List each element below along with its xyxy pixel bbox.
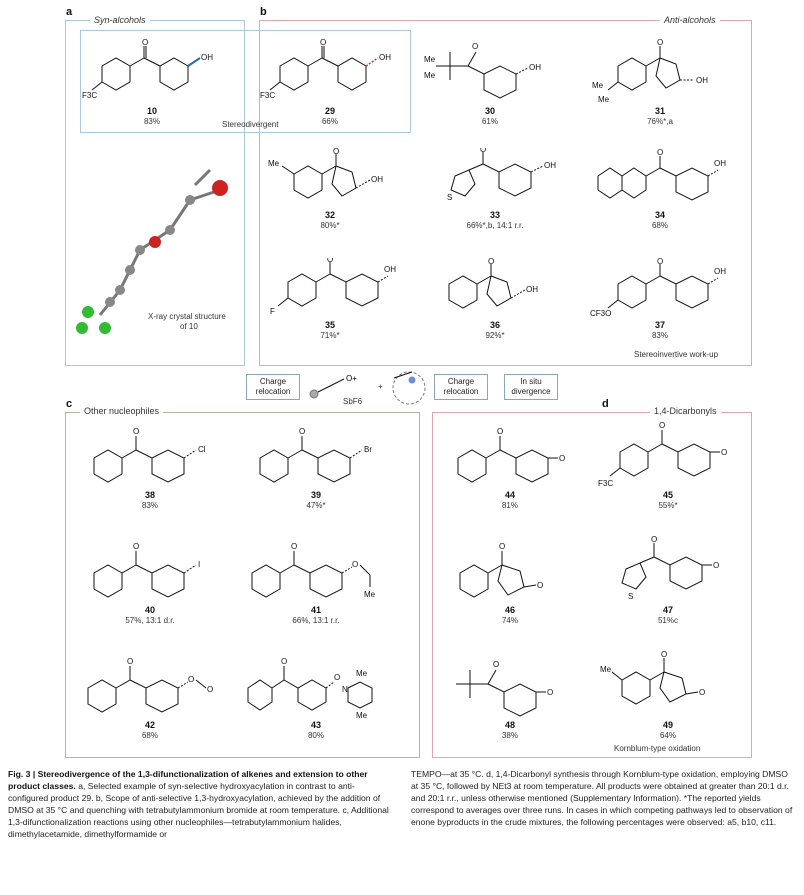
panel-a-letter: a — [66, 6, 73, 18]
compound-number: 35 — [324, 320, 335, 330]
svg-text:O: O — [499, 542, 506, 551]
svg-text:O: O — [713, 561, 720, 570]
svg-text:O: O — [334, 673, 341, 682]
panel-d-letter: d — [602, 398, 609, 410]
molecule-35 — [260, 258, 400, 320]
compound-yield: 83% — [143, 117, 160, 126]
svg-text:Me: Me — [424, 55, 436, 64]
svg-text:N: N — [342, 685, 348, 694]
compound-yield: 83% — [141, 501, 158, 510]
kornblum-label: Kornblum-type oxidation — [614, 744, 701, 753]
svg-text:O: O — [661, 650, 668, 659]
compound-yield: 76%*,a — [647, 117, 673, 126]
caption-body-right: TEMPO—at 35 °C. d, 1,4-Dicarbonyl synthesis through Kornblum-type oxidation, employing DMSO at 35 °C, followed by NEt3 at room temperature. All products were obtained at greater than 20:1 d.r. and 20:1 r.r., unless otherwise mentioned (Supplementary Information). *The reported yields correspond to averages over three runs. In cases in which competing pathways led to observation of enone byproducts in the crude mixtures, the following percentages were observed: a5, b10, c11. — [411, 769, 793, 827]
svg-text:Br: Br — [364, 445, 372, 454]
compound-yield: 64% — [659, 731, 676, 740]
molecule-37 — [590, 258, 730, 320]
charge-relocation-box-right: Charge relocation — [434, 374, 488, 400]
compound-number: 34 — [654, 210, 665, 220]
molecule-10 — [82, 38, 222, 106]
svg-text:O: O — [497, 427, 504, 436]
compound-41 — [246, 535, 386, 626]
svg-text:O: O — [281, 657, 288, 666]
molecule-45 — [598, 420, 738, 490]
compound-10 — [82, 38, 222, 127]
alkene-substrate — [384, 366, 434, 410]
svg-text:O+: O+ — [346, 374, 357, 383]
compound-34 — [590, 148, 730, 231]
molecule-41 — [246, 535, 386, 605]
svg-text:O: O — [207, 685, 214, 694]
svg-text:OH: OH — [529, 63, 541, 72]
caption-title: Fig. 3 | Stereodivergence of the 1,3-difunctionalization of alkenes and extension to other product classes. — [8, 769, 368, 791]
stereodivergent-label: Stereodivergent — [222, 120, 279, 129]
acylium-reagent — [304, 370, 374, 410]
compound-yield: 66%*,b, 14:1 r.r. — [466, 221, 524, 230]
svg-text:Me: Me — [600, 665, 612, 674]
compound-yield: 66% — [321, 117, 338, 126]
svg-text:O: O — [657, 38, 664, 47]
molecule-46 — [440, 535, 580, 605]
molecule-43 — [246, 650, 386, 720]
compound-yield: 68% — [141, 731, 158, 740]
svg-text:OH: OH — [371, 175, 383, 184]
compound-yield: 57%, 13:1 d.r. — [125, 616, 175, 625]
molecule-29 — [260, 38, 400, 106]
svg-text:O: O — [291, 542, 298, 551]
plus-sign: + — [378, 382, 383, 391]
svg-text:O: O — [327, 258, 334, 264]
svg-text:O: O — [659, 421, 666, 430]
compound-number: 46 — [504, 605, 515, 615]
molecule-34 — [590, 148, 730, 210]
svg-text:O: O — [559, 454, 566, 463]
compound-number: 36 — [489, 320, 500, 330]
compound-number: 43 — [310, 720, 321, 730]
svg-text:O: O — [657, 148, 664, 157]
svg-text:OH: OH — [384, 265, 396, 274]
svg-text:O: O — [133, 542, 140, 551]
svg-text:O: O — [493, 660, 500, 669]
compound-40 — [80, 535, 220, 626]
svg-text:O: O — [333, 148, 340, 156]
svg-text:OH: OH — [714, 159, 726, 168]
compound-43 — [246, 650, 386, 741]
svg-text:O: O — [320, 38, 327, 47]
panel-d-title: 1,4-Dicarbonyls — [650, 406, 721, 416]
molecule-36 — [425, 258, 565, 320]
compound-32 — [260, 148, 400, 231]
compound-yield: 83% — [651, 331, 668, 340]
compound-number: 40 — [144, 605, 155, 615]
compound-number: 33 — [489, 210, 500, 220]
svg-text:S: S — [628, 592, 634, 601]
svg-text:I: I — [198, 560, 201, 569]
svg-text:O: O — [133, 427, 140, 436]
compound-36 — [425, 258, 565, 341]
compound-yield: 68% — [651, 221, 668, 230]
svg-text:O: O — [537, 581, 544, 590]
xray-label-2: of 10 — [180, 322, 198, 331]
figure-caption-left — [8, 768, 393, 840]
svg-text:Cl: Cl — [198, 445, 206, 454]
svg-text:Me: Me — [356, 669, 368, 678]
svg-text:F: F — [270, 307, 275, 316]
compound-yield: 55%* — [658, 501, 678, 510]
molecule-31 — [590, 38, 730, 106]
compound-number: 31 — [654, 106, 665, 116]
svg-text:OH: OH — [544, 161, 556, 170]
in-situ-divergence-box: In situ divergence — [504, 374, 558, 400]
svg-text:OH: OH — [696, 76, 708, 85]
compound-yield: 81% — [501, 501, 518, 510]
charge-relocation-box-left: Charge relocation — [246, 374, 300, 400]
compound-number: 29 — [324, 106, 335, 116]
svg-text:OH: OH — [379, 53, 391, 62]
compound-yield: 92%* — [485, 331, 505, 340]
svg-text:Me: Me — [598, 95, 610, 104]
compound-number: 47 — [662, 605, 673, 615]
svg-text:O: O — [699, 688, 706, 697]
molecule-44 — [440, 420, 580, 490]
svg-text:OH: OH — [526, 285, 538, 294]
svg-text:O: O — [299, 427, 306, 436]
compound-number: 37 — [654, 320, 665, 330]
xray-label: X-ray crystal structure — [148, 312, 226, 321]
compound-number: 45 — [662, 490, 673, 500]
compound-44 — [440, 420, 580, 511]
figure-caption-right — [411, 768, 796, 828]
molecule-40 — [80, 535, 220, 605]
compound-yield: 51%c — [657, 616, 678, 625]
svg-text:O: O — [651, 535, 658, 544]
svg-text:F3C: F3C — [598, 479, 614, 488]
stereoinvertive-label: Stereoinvertive work-up — [634, 350, 719, 359]
panel-b-letter: b — [260, 6, 267, 18]
molecule-33 — [425, 148, 565, 210]
sbf6-label: SbF6 — [343, 397, 363, 406]
svg-text:OH: OH — [201, 53, 213, 62]
compound-yield: 66%, 13:1 r.r. — [292, 616, 340, 625]
svg-text:OH: OH — [714, 267, 726, 276]
compound-38 — [80, 420, 220, 511]
panel-c-letter: c — [66, 398, 73, 410]
svg-text:O: O — [547, 688, 554, 697]
compound-number: 44 — [504, 490, 515, 500]
compound-37 — [590, 258, 730, 341]
svg-text:O: O — [721, 448, 728, 457]
svg-text:S: S — [447, 193, 453, 202]
svg-text:Me: Me — [364, 590, 376, 599]
compound-number: 32 — [324, 210, 335, 220]
compound-39 — [246, 420, 386, 511]
compound-30 — [420, 38, 560, 127]
compound-number: 42 — [144, 720, 155, 730]
svg-text:Me: Me — [268, 159, 280, 168]
svg-text:Me: Me — [424, 71, 436, 80]
svg-text:O: O — [472, 42, 479, 51]
compound-number: 39 — [310, 490, 321, 500]
molecule-38 — [80, 420, 220, 490]
compound-31 — [590, 38, 730, 127]
compound-number: 41 — [310, 605, 321, 615]
svg-text:CF3O: CF3O — [590, 309, 612, 318]
compound-yield: 80%* — [320, 221, 340, 230]
compound-number: 30 — [484, 106, 495, 116]
molecule-49 — [598, 650, 738, 720]
compound-45 — [598, 420, 738, 511]
molecule-32 — [260, 148, 400, 210]
compound-48 — [440, 650, 580, 741]
molecule-47 — [598, 535, 738, 605]
compound-33 — [425, 148, 565, 231]
panel-c-title: Other nucleophiles — [80, 406, 163, 416]
compound-yield: 38% — [501, 731, 518, 740]
compound-number: 10 — [146, 106, 157, 116]
compound-42 — [80, 650, 220, 741]
compound-29 — [260, 38, 400, 127]
compound-yield: 80% — [307, 731, 324, 740]
svg-text:O: O — [188, 675, 195, 684]
compound-yield: 71%* — [320, 331, 340, 340]
compound-46 — [440, 535, 580, 626]
compound-number: 48 — [504, 720, 515, 730]
molecule-39 — [246, 420, 386, 490]
svg-text:Me: Me — [356, 711, 368, 720]
svg-text:F3C: F3C — [260, 91, 276, 100]
panel-a-title: Syn-alcohols — [90, 15, 150, 25]
svg-text:O: O — [480, 148, 487, 154]
svg-text:O: O — [488, 258, 495, 266]
panel-b-title: Anti-alcohols — [660, 15, 720, 25]
molecule-48 — [440, 650, 580, 720]
compound-35 — [260, 258, 400, 341]
molecule-30 — [420, 38, 560, 106]
svg-text:O: O — [657, 258, 664, 266]
molecule-42 — [80, 650, 220, 720]
svg-text:F3C: F3C — [82, 91, 98, 100]
compound-yield: 74% — [501, 616, 518, 625]
svg-text:Me: Me — [592, 81, 604, 90]
compound-yield: 61% — [481, 117, 498, 126]
svg-text:O: O — [352, 560, 359, 569]
compound-47 — [598, 535, 738, 626]
svg-text:O: O — [127, 657, 134, 666]
svg-text:O: O — [142, 38, 149, 47]
compound-number: 49 — [662, 720, 673, 730]
caption-body-left: a, Selected example of syn-selective hydroxyacylation in contrast to anti-configured product 29. b, Scope of anti-selective 1,3-hydroxyacylation, achieved by the addition of DMSO at 35 °C and quenching with tetrabutylammonium bromide at room temperature. c, Additional 1,3-difunctionalization reactions using other nucleophiles—tetrabutylammonium halides, dimethylacetamide, dimethylformamide or — [8, 781, 389, 839]
compound-number: 38 — [144, 490, 155, 500]
compound-yield: 47%* — [306, 501, 326, 510]
compound-49 — [598, 650, 738, 741]
xray-crystal-structure — [70, 140, 250, 340]
